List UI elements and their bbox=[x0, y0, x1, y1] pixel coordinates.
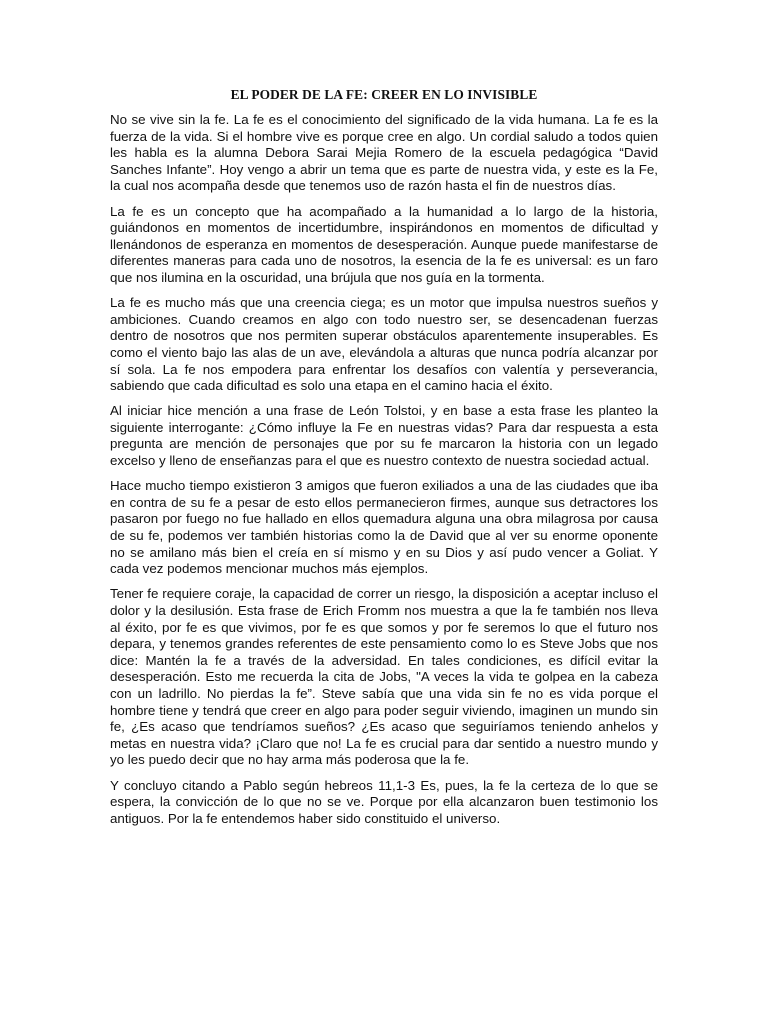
paragraph-5: Hace mucho tiempo existieron 3 amigos que fueron exiliados a una de las ciudades que iba en contra de su fe a pesar de esto ellos permanecieron firmes, aunque sus detractores los pasaron por fuego no fue hallado en ellos quemadura alguna una obra milagrosa por causa de su fe, podemos ver también historias como la de David que al ver su enorme oponente no se amilano más bien el creía en sí mismo y en su Dios y así pudo vencer a Goliat. Y cada vez podemos mencionar muchos más ejemplos. bbox=[110, 478, 658, 577]
paragraph-7: Y concluyo citando a Pablo según hebreos 11,1-3 Es, pues, la fe la certeza de lo que se espera, la convicción de lo que no se ve. Porque por ella alcanzaron buen testimonio los antiguos. Por la fe entendemos haber sido constituido el universo. bbox=[110, 777, 658, 826]
paragraph-2: La fe es un concepto que ha acompañado a la humanidad a lo largo de la historia, guiándonos en momentos de incertidumbre, inspirándonos en momentos de dificultad y llenándonos de esperanza en momentos de desesperación. Aunque puede manifestarse de diferentes maneras para cada uno de nosotros, la esencia de la fe es universal: es un faro que nos ilumina en la oscuridad, una brújula que nos guía en la tormenta. bbox=[110, 203, 658, 285]
paragraph-3: La fe es mucho más que una creencia ciega; es un motor que impulsa nuestros sueños y ambiciones. Cuando creamos en algo con todo nuestro ser, se desencadenan fuerzas dentro de nosotros que nos permiten superar obstáculos aparentemente insuperables. Es como el viento bajo las alas de un ave, elevándola a alturas que nunca podría alcanzar por sí sola. La fe nos empodera para enfrentar los desafíos con valentía y perseverancia, sabiendo que cada dificultad es solo una etapa en el camino hacia el éxito. bbox=[110, 295, 658, 394]
paragraph-1: No se vive sin la fe. La fe es el conocimiento del significado de la vida humana. La fe es la fuerza de la vida. Si el hombre vive es porque cree en algo. Un cordial saludo a todos quien les habla es la alumna Debora Sarai Mejia Romero de la escuela pedagógica “David Sanches Infante”. Hoy vengo a abrir un tema que es parte de nuestra vida, y este es la Fe, la cual nos acompaña desde que tenemos uso de razón hasta el fin de nuestros días. bbox=[110, 112, 658, 194]
paragraph-4: Al iniciar hice mención a una frase de León Tolstoi, y en base a esta frase les planteo la siguiente interrogante: ¿Cómo influye la Fe en nuestras vidas? Para dar respuesta a esta pregunta are mención de personajes que por su fe marcaron la historia con un legado excelso y lleno de enseñanzas para el que es nuestro contexto de nuestra sociedad actual. bbox=[110, 403, 658, 469]
document-title: EL PODER DE LA FE: CREER EN LO INVISIBLE bbox=[230, 87, 538, 102]
document-page bbox=[110, 86, 658, 836]
paragraph-6: Tener fe requiere coraje, la capacidad de correr un riesgo, la disposición a aceptar incluso el dolor y la desilusión. Esta frase de Erich Fromm nos muestra a que la fe también nos lleva al éxito, por fe es que vivimos, por fe es que somos y por fe seremos lo que el futuro nos depara, y tenemos grandes referentes de este pensamiento como lo es Steve Jobs que nos dice: Mantén la fe a través de la adversidad. En tales condiciones, es difícil evitar la desesperación. Esto me recuerda la cita de Jobs, "A veces la vida te golpea en la cabeza con un ladrillo. No pierdas la fe”. Steve sabía que una vida sin fe no es vida porque el hombre tiene y tendrá que creer en algo para poder seguir viviendo, imaginen un mundo sin fe, ¿Es acaso que tendríamos sueños? ¿Es acaso que seguiríamos teniendo anhelos y metas en nuestra vida? ¡Claro que no! La fe es crucial para dar sentido a nuestro mundo y yo les puedo decir que no hay arma más poderosa que la fe. bbox=[110, 586, 658, 768]
